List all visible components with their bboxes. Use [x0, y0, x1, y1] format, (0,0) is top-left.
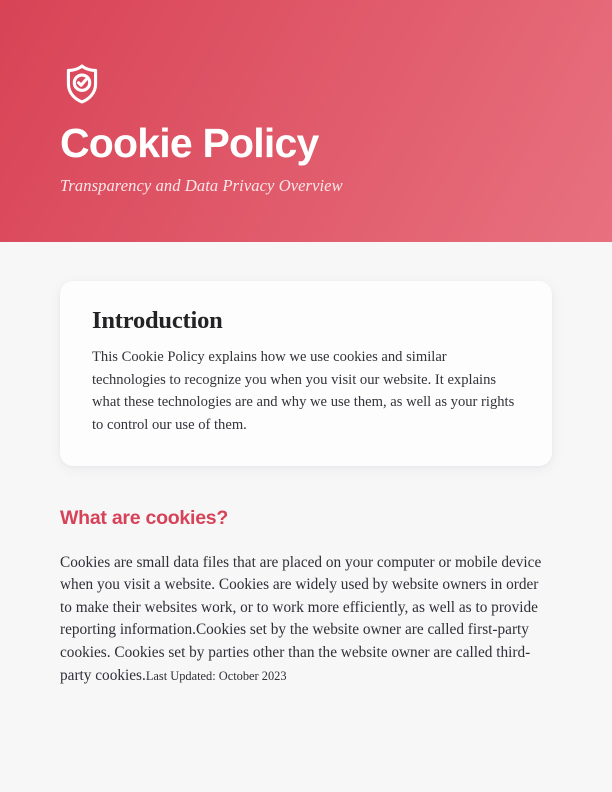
header-content — [60, 62, 572, 197]
shield-check-icon — [60, 62, 104, 106]
document-body — [0, 281, 612, 687]
what-are-cookies-section — [60, 507, 552, 687]
last-updated-meta: Last Updated: October 2023 — [145, 668, 287, 683]
document-header-banner — [0, 0, 612, 242]
section-heading: What are cookies? — [60, 507, 229, 530]
page-subtitle: Transparency and Data Privacy Overview — [60, 176, 343, 196]
section-paragraph-text: Cookies are small data files that are placed on your computer or mobile device when you visit a website. Cookies are widely used by website owners in order to make their websites work, or to work more efficiently, as well as to provide reporting information.Cookies set by the website owner are called first-party cookies. Cookies set by parties other than the website owner are called third-party cookies. — [60, 553, 542, 684]
introduction-paragraph: This Cookie Policy explains how we use cookies and similar technologies to recognize you when you visit our website. It explains what these technologies are and why we use them, as well as your rights to control our use of them. — [92, 348, 515, 433]
section-paragraph — [60, 552, 552, 688]
page-title: Cookie Policy — [60, 120, 319, 166]
introduction-heading: Introduction — [92, 307, 223, 334]
introduction-card — [60, 281, 552, 466]
